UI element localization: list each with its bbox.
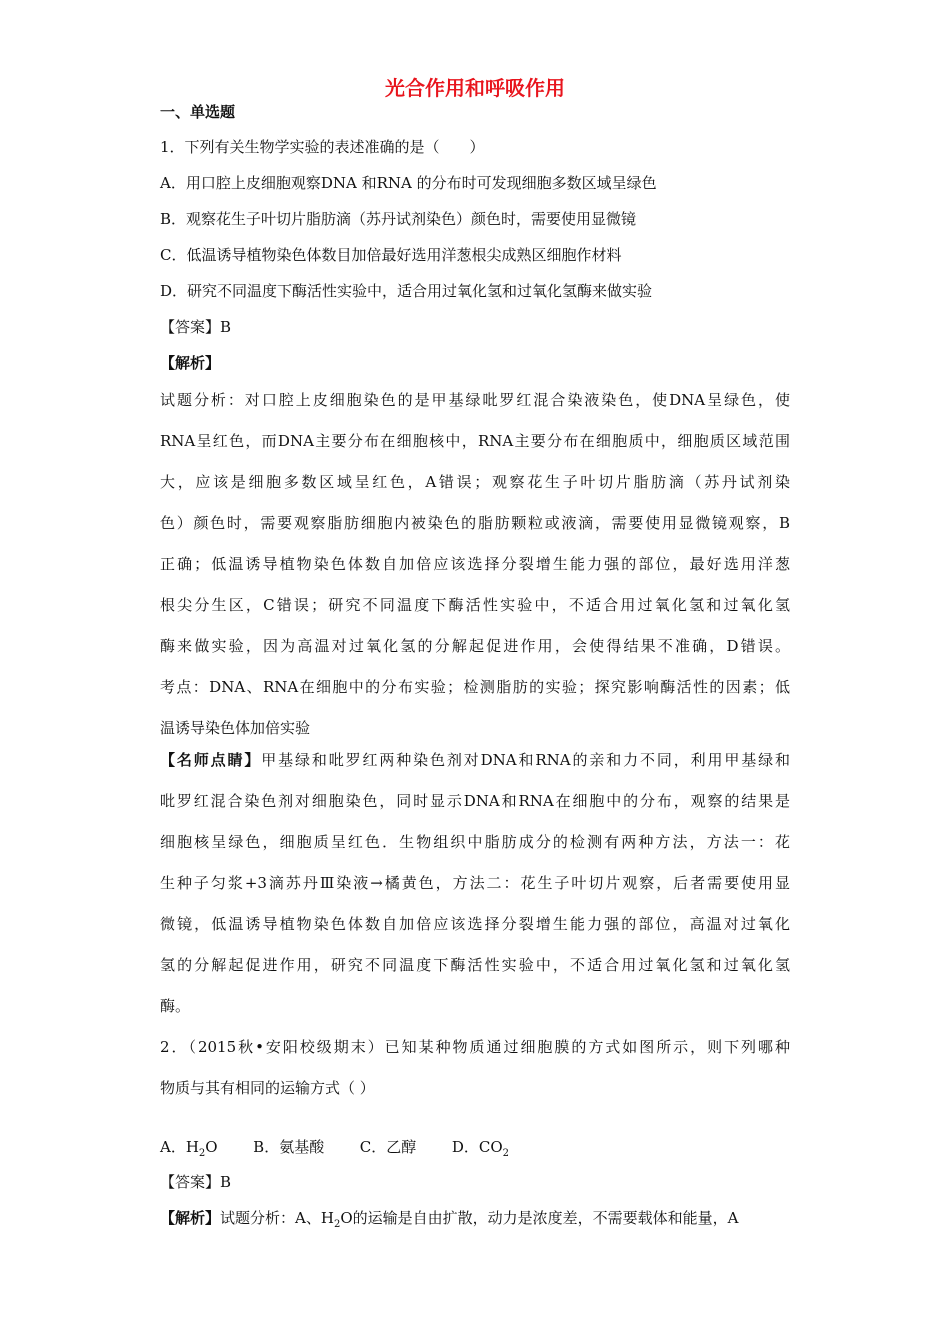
q1-analysis-line: 温诱导染色体加倍实验 bbox=[160, 719, 311, 737]
q1-analysis-line: 试题分析：对口腔上皮细胞染色的是甲基绿吡罗红混合染液染色，使DNA呈绿色，使 bbox=[160, 391, 790, 409]
q1-analysis-line: 正确；低温诱导植物染色体数自加倍应该选择分裂增生能力强的部位，最好选用洋葱 bbox=[160, 555, 790, 573]
q1-teacher-tip-text: 甲基绿和吡罗红两种染色剂对DNA和RNA的亲和力不同，利用甲基绿和 bbox=[261, 751, 790, 769]
q1-teacher-tip-line bbox=[160, 750, 790, 770]
q2-option-d: D．$CO_2$ bbox=[451, 1138, 509, 1159]
q1-option-a: A．用口腔上皮细胞观察DNA 和RNA 的分布时可发现细胞多数区域呈绿色 bbox=[160, 174, 657, 192]
q2-analysis: 【解析】试题分析：A、$H_2O$的运输是自由扩散，动力是浓度差，不需要载体和能量，A bbox=[160, 1209, 739, 1230]
q1-analysis-line: 色）颜色时，需要观察脂肪细胞内被染色的脂肪颗粒或液滴，需要使用显微镜观察，B bbox=[160, 514, 790, 532]
q2-option-b: B．氨基酸 bbox=[253, 1138, 325, 1156]
q2-analysis-label: 【解析】 bbox=[160, 1209, 221, 1227]
q1-teacher-tip-line: 酶。 bbox=[160, 997, 191, 1015]
q1-analysis-line: RNA呈红色，而DNA主要分布在细胞核中，RNA主要分布在细胞质中，细胞质区域范围 bbox=[160, 432, 790, 450]
q2-answer: 【答案】B bbox=[160, 1173, 232, 1191]
q2-option-a: A．$H_2O$ bbox=[160, 1138, 218, 1159]
q1-teacher-tip-line: 细胞核呈绿色，细胞质呈红色．生物组织中脂肪成分的检测有两种方法，方法一：花 bbox=[160, 833, 790, 851]
q2-stem-continued: 物质与其有相同的运输方式（ ） bbox=[160, 1079, 375, 1097]
q1-analysis-line: 酶来做实验，因为高温对过氧化氢的分解起促进作用，会使得结果不准确，D错误。 bbox=[160, 637, 790, 655]
q1-answer: 【答案】B bbox=[160, 318, 232, 336]
q1-analysis-line: 大，应该是细胞多数区域呈红色，A错误；观察花生子叶切片脂肪滴（苏丹试剂染 bbox=[160, 473, 790, 491]
q1-option-c: C．低温诱导植物染色体数目加倍最好选用洋葱根尖成熟区细胞作材料 bbox=[160, 246, 622, 264]
q1-analysis-line: 根尖分生区，C错误；研究不同温度下酶活性实验中，不适合用过氧化氢和过氧化氢 bbox=[160, 596, 790, 614]
q1-stem: 1．下列有关生物学实验的表述准确的是（ ） bbox=[160, 138, 485, 156]
q1-analysis-label: 【解析】 bbox=[160, 354, 221, 372]
q1-teacher-tip-label: 【名师点睛】 bbox=[160, 751, 262, 769]
q2-options bbox=[160, 1137, 509, 1157]
q1-teacher-tip-line: 氢的分解起促进作用，研究不同温度下酶活性实验中，不适合用过氧化氢和过氧化氢 bbox=[160, 956, 790, 974]
q1-teacher-tip-line: 吡罗红混合染色剂对细胞染色，同时显示DNA和RNA在细胞中的分布，观察的结果是 bbox=[160, 792, 790, 810]
q2-stem: 2．（2015秋•安阳校级期末）已知某种物质通过细胞膜的方式如图所示，则下列哪种 bbox=[160, 1038, 790, 1056]
q2-option-c: C．乙醇 bbox=[359, 1138, 417, 1156]
document-title: 光合作用和呼吸作用 bbox=[385, 76, 565, 100]
q1-teacher-tip-line: 微镜，低温诱导植物染色体数自加倍应该选择分裂增生能力强的部位，高温对过氧化 bbox=[160, 915, 790, 933]
q1-option-d: D．研究不同温度下酶活性实验中，适合用过氧化氢和过氧化氢酶来做实验 bbox=[160, 282, 653, 300]
q1-analysis-line: 考点：DNA、RNA在细胞中的分布实验；检测脂肪的实验；探究影响酶活性的因素；低 bbox=[160, 678, 790, 696]
section-heading: 一、单选题 bbox=[160, 103, 236, 121]
q1-teacher-tip-line: 生种子匀浆+3滴苏丹Ⅲ染液→橘黄色，方法二：花生子叶切片观察，后者需要使用显 bbox=[160, 874, 790, 892]
q1-option-b: B．观察花生子叶切片脂肪滴（苏丹试剂染色）颜色时，需要使用显微镜 bbox=[160, 210, 637, 228]
